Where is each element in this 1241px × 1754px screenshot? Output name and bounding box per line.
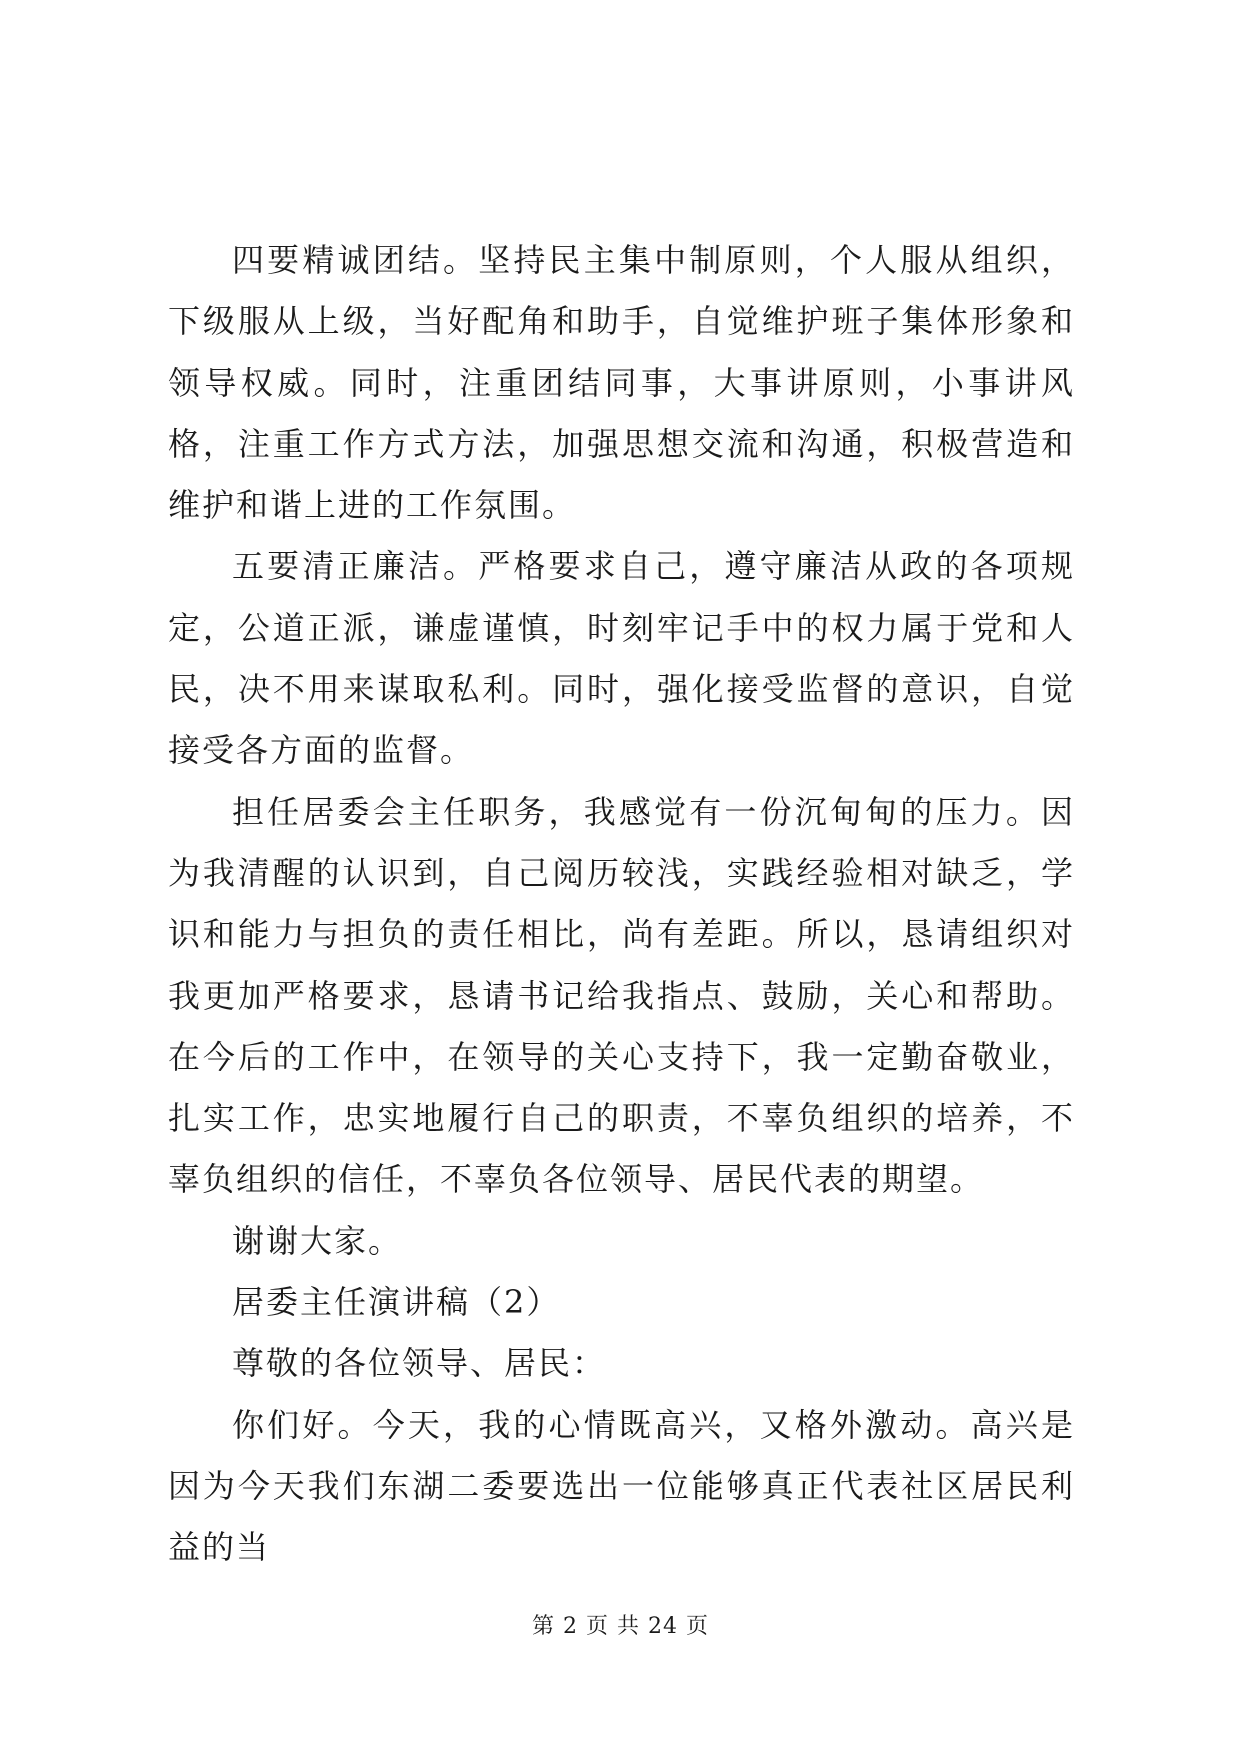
paragraph-responsibility: 担任居委会主任职务，我感觉有一份沉甸甸的压力。因为我清醒的认识到，自己阅历较浅，实践经验相对缺乏，学识和能力与担负的责任相比，尚有差距。所以，恳请组织对我更加严格要求，恳请书记给我指点、鼓励，关心和帮助。在今后的工作中，在领导的关心支持下，我一定勤奋敬业，扎实工作，忠实地履行自己的职责，不辜负组织的培养，不辜负组织的信任，不辜负各位领导、居民代表的期望。 (168, 792, 1075, 1199)
speech-title: 居委主任演讲稿（2） (232, 1283, 561, 1322)
document-body (168, 230, 1075, 1579)
paragraph-unity: 四要精诚团结。坚持民主集中制原则，个人服从组织，下级服从上级，当好配角和助手，自觉维护班子集体形象和领导权威。同时，注重团结同事，大事讲原则，小事讲风格，注重工作方式方法，加强思想交流和沟通，积极营造和维护和谐上进的工作氛围。 (168, 241, 1075, 525)
paragraph-integrity: 五要清正廉洁。严格要求自己，遵守廉洁从政的各项规定，公道正派，谦虚谨慎，时刻牢记手中的权力属于党和人民，决不用来谋取私利。同时，强化接受监督的意识，自觉接受各方面的监督。 (168, 547, 1075, 770)
paragraph-thanks: 谢谢大家。 (232, 1221, 403, 1260)
page-number-footer: 第 2 页 共 24 页 (532, 1614, 709, 1639)
salutation: 尊敬的各位领导、居民： (232, 1344, 607, 1383)
paragraph-greeting: 你们好。今天，我的心情既高兴，又格外激动。高兴是因为今天我们东湖二委要选出一位能够真正代表社区居民利益的当 (168, 1405, 1075, 1567)
